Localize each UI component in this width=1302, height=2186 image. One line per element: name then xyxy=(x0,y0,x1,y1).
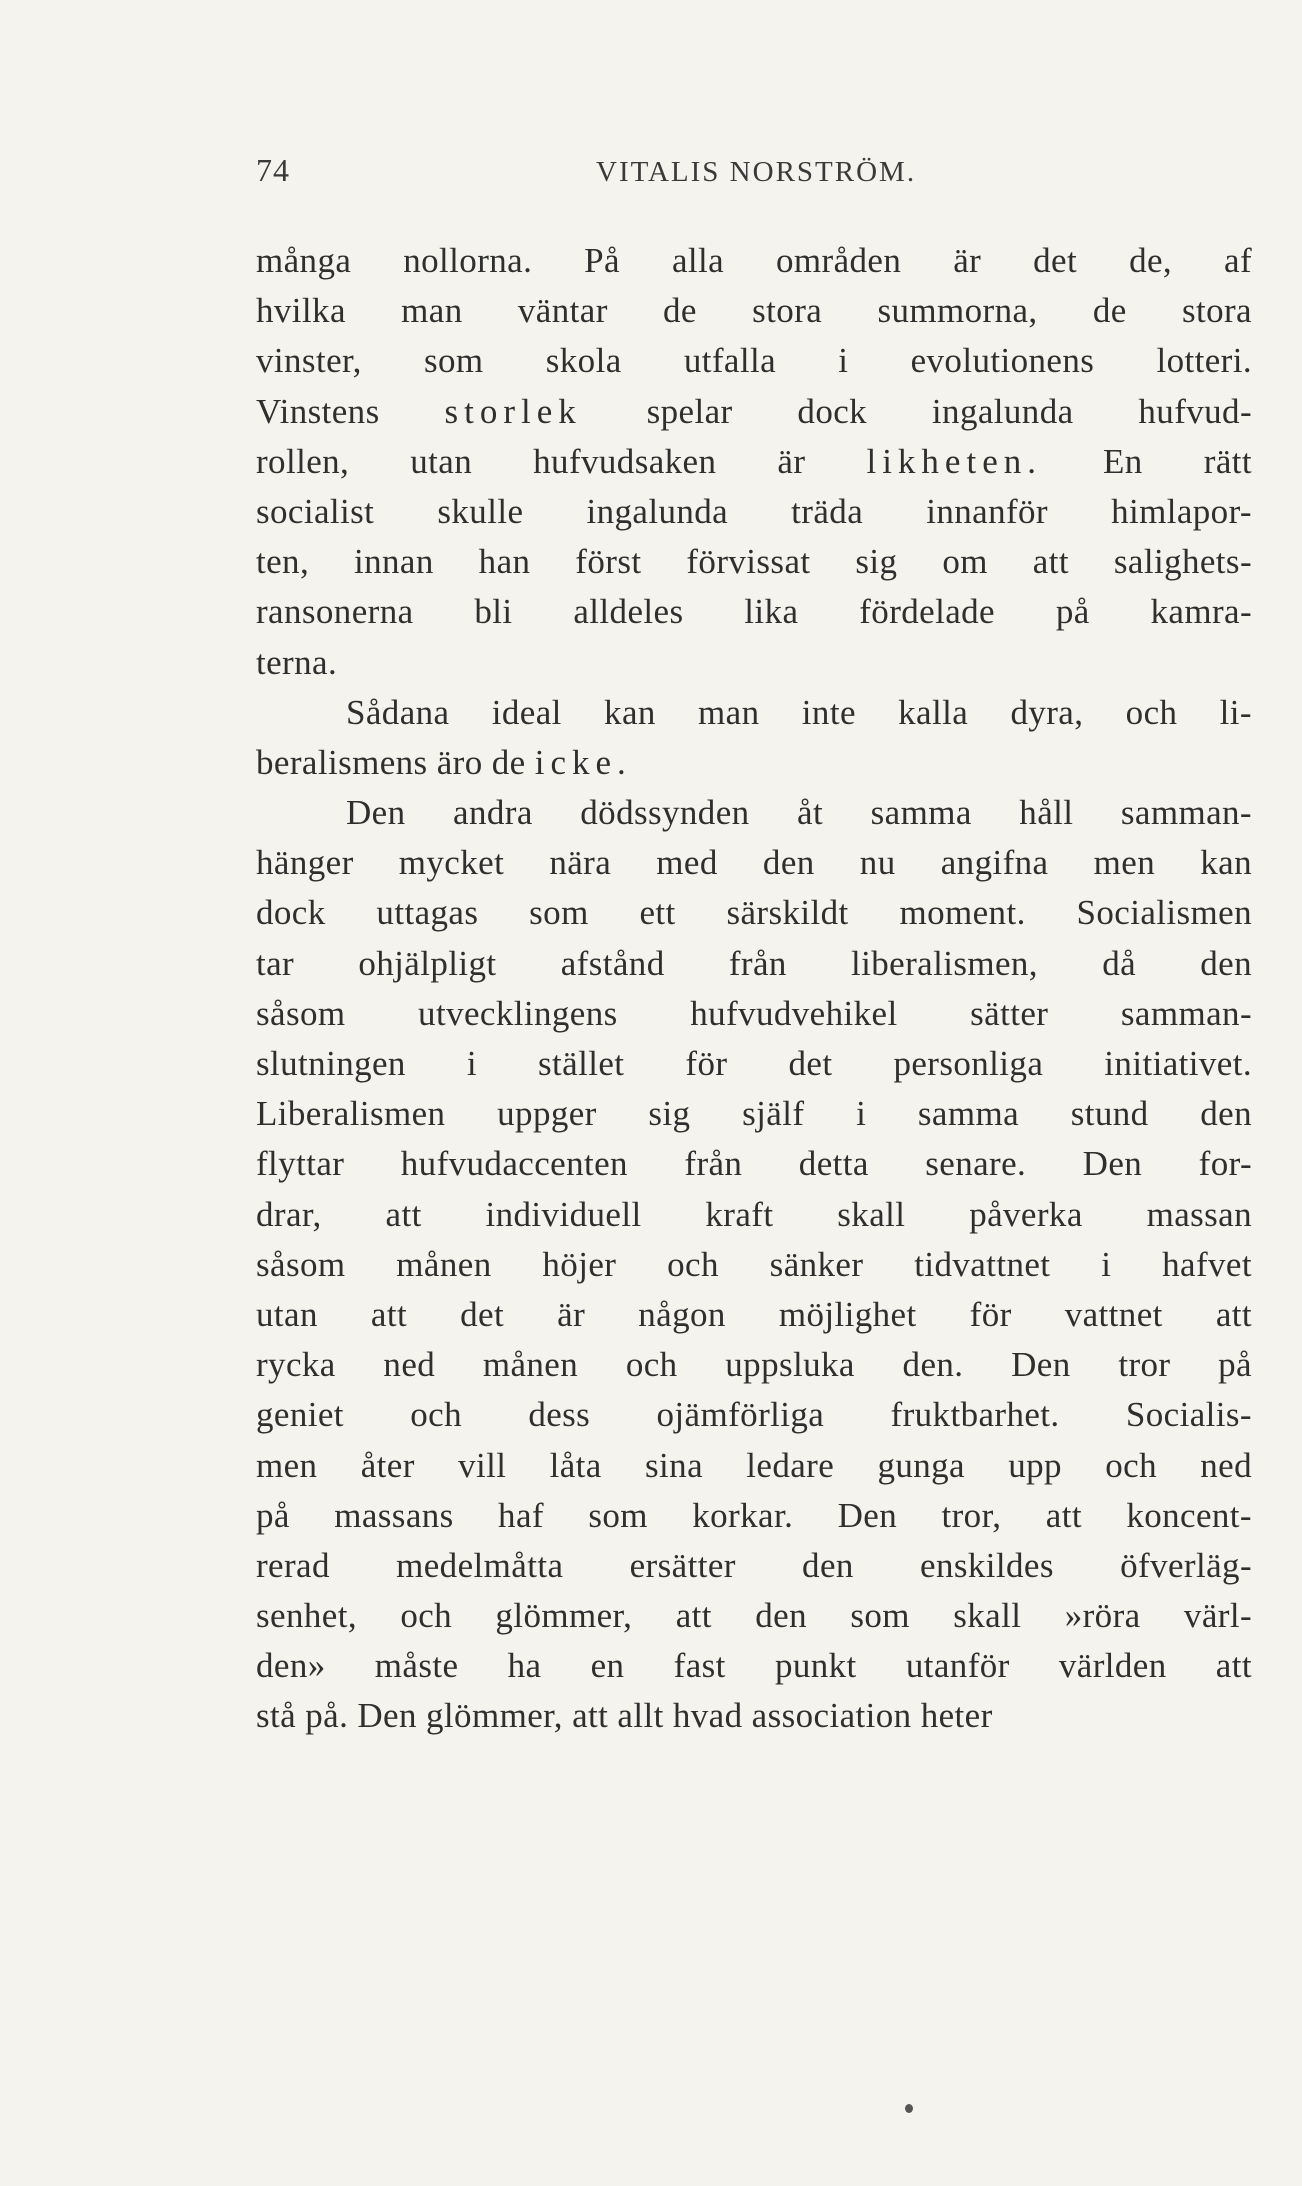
text-line xyxy=(256,688,1252,738)
text-run: hänger mycket nära med den nu angifna men kan xyxy=(256,843,1252,883)
text-run: såsom månen höjer och sänker tidvattnet i hafvet xyxy=(256,1244,1252,1284)
text-line xyxy=(256,1340,1252,1390)
text-run: terna. xyxy=(256,642,338,682)
text-line xyxy=(256,487,1252,537)
text-run: hvilka man väntar de stora summorna, de stora xyxy=(256,291,1252,331)
text-run: socialist skulle ingalunda träda innanför himlapor- xyxy=(256,491,1252,531)
text-run: beralismens äro de xyxy=(256,742,535,782)
text-line xyxy=(256,1441,1252,1491)
text-run: Sådana ideal kan man inte kalla dyra, och li- xyxy=(346,692,1252,732)
text-line xyxy=(256,1240,1252,1290)
emphasized-word: storlek xyxy=(444,391,582,431)
text-run: drar, att individuell kraft skall påverka massan xyxy=(256,1194,1252,1234)
text-run: men åter vill låta sina ledare gunga upp och ned xyxy=(256,1445,1252,1485)
text-run: En rätt xyxy=(1041,441,1252,481)
text-line xyxy=(256,1139,1252,1189)
body-text xyxy=(256,236,1252,1742)
text-run: rollen, utan hufvudsaken är xyxy=(256,441,867,481)
text-run: vinster, som skola utfalla i evolutionens lotteri. xyxy=(256,341,1252,381)
text-run: Vinstens xyxy=(256,391,445,431)
text-line xyxy=(256,989,1252,1039)
text-line xyxy=(256,738,1252,788)
text-line xyxy=(256,638,1252,688)
text-run: dock uttagas som ett särskildt moment. Socialismen xyxy=(256,893,1252,933)
text-line xyxy=(256,888,1252,938)
text-line xyxy=(256,1390,1252,1440)
emphasized-word: likheten. xyxy=(866,441,1042,481)
emphasized-word: icke. xyxy=(534,742,632,782)
running-title: VITALIS NORSTRÖM. xyxy=(596,156,917,188)
text-run: senhet, och glömmer, att den som skall »röra värl- xyxy=(256,1596,1252,1636)
page-number: 74 xyxy=(256,152,290,188)
text-run: Den andra dödssynden åt samma håll samman- xyxy=(346,793,1252,833)
text-line xyxy=(256,437,1252,487)
text-line xyxy=(256,1541,1252,1591)
text-line xyxy=(256,939,1252,989)
text-line xyxy=(256,788,1252,838)
text-line xyxy=(256,1641,1252,1691)
text-run: stå på. Den glömmer, att allt hvad association heter xyxy=(256,1696,993,1736)
text-line xyxy=(256,387,1252,437)
text-line xyxy=(256,286,1252,336)
text-run: Liberalismen uppger sig själf i samma stund den xyxy=(256,1094,1252,1134)
text-line xyxy=(256,1089,1252,1139)
text-run: rerad medelmåtta ersätter den enskildes öfverläg- xyxy=(256,1545,1252,1585)
text-run: utan att det är någon möjlighet för vattnet att xyxy=(256,1294,1252,1334)
text-run: slutningen i stället för det personliga initiativet. xyxy=(256,1044,1252,1083)
text-run: rycka ned månen och uppsluka den. Den tror på xyxy=(256,1345,1252,1385)
text-line xyxy=(256,587,1252,637)
text-line xyxy=(256,1491,1252,1541)
text-line xyxy=(256,1190,1252,1240)
text-run: spelar dock ingalunda hufvud- xyxy=(581,391,1253,431)
text-line xyxy=(256,537,1252,587)
text-line xyxy=(256,1290,1252,1340)
text-line xyxy=(256,236,1252,286)
text-line xyxy=(256,838,1252,888)
text-run: ransonerna bli alldeles lika fördelade på kamra- xyxy=(256,592,1252,632)
text-line xyxy=(256,1039,1252,1089)
text-run: flyttar hufvudaccenten från detta senare. Den for- xyxy=(256,1144,1252,1184)
text-run: den» måste ha en fast punkt utanför världen att xyxy=(256,1646,1252,1686)
paper-speck xyxy=(905,2104,913,2113)
text-run: geniet och dess ojämförliga fruktbarhet. Socialis- xyxy=(256,1395,1252,1435)
text-run: på massans haf som korkar. Den tror, att koncent- xyxy=(256,1495,1252,1535)
text-line xyxy=(256,336,1252,386)
text-line xyxy=(256,1591,1252,1641)
text-line xyxy=(256,1691,1252,1741)
text-run: många nollorna. På alla områden är det de, af xyxy=(256,241,1252,280)
text-run: ten, innan han först förvissat sig om att salighets- xyxy=(256,542,1252,582)
page-header xyxy=(256,152,1252,200)
text-run: såsom utvecklingens hufvudvehikel sätter samman- xyxy=(256,993,1252,1033)
text-run: tar ohjälpligt afstånd från liberalismen, då den xyxy=(256,943,1252,983)
